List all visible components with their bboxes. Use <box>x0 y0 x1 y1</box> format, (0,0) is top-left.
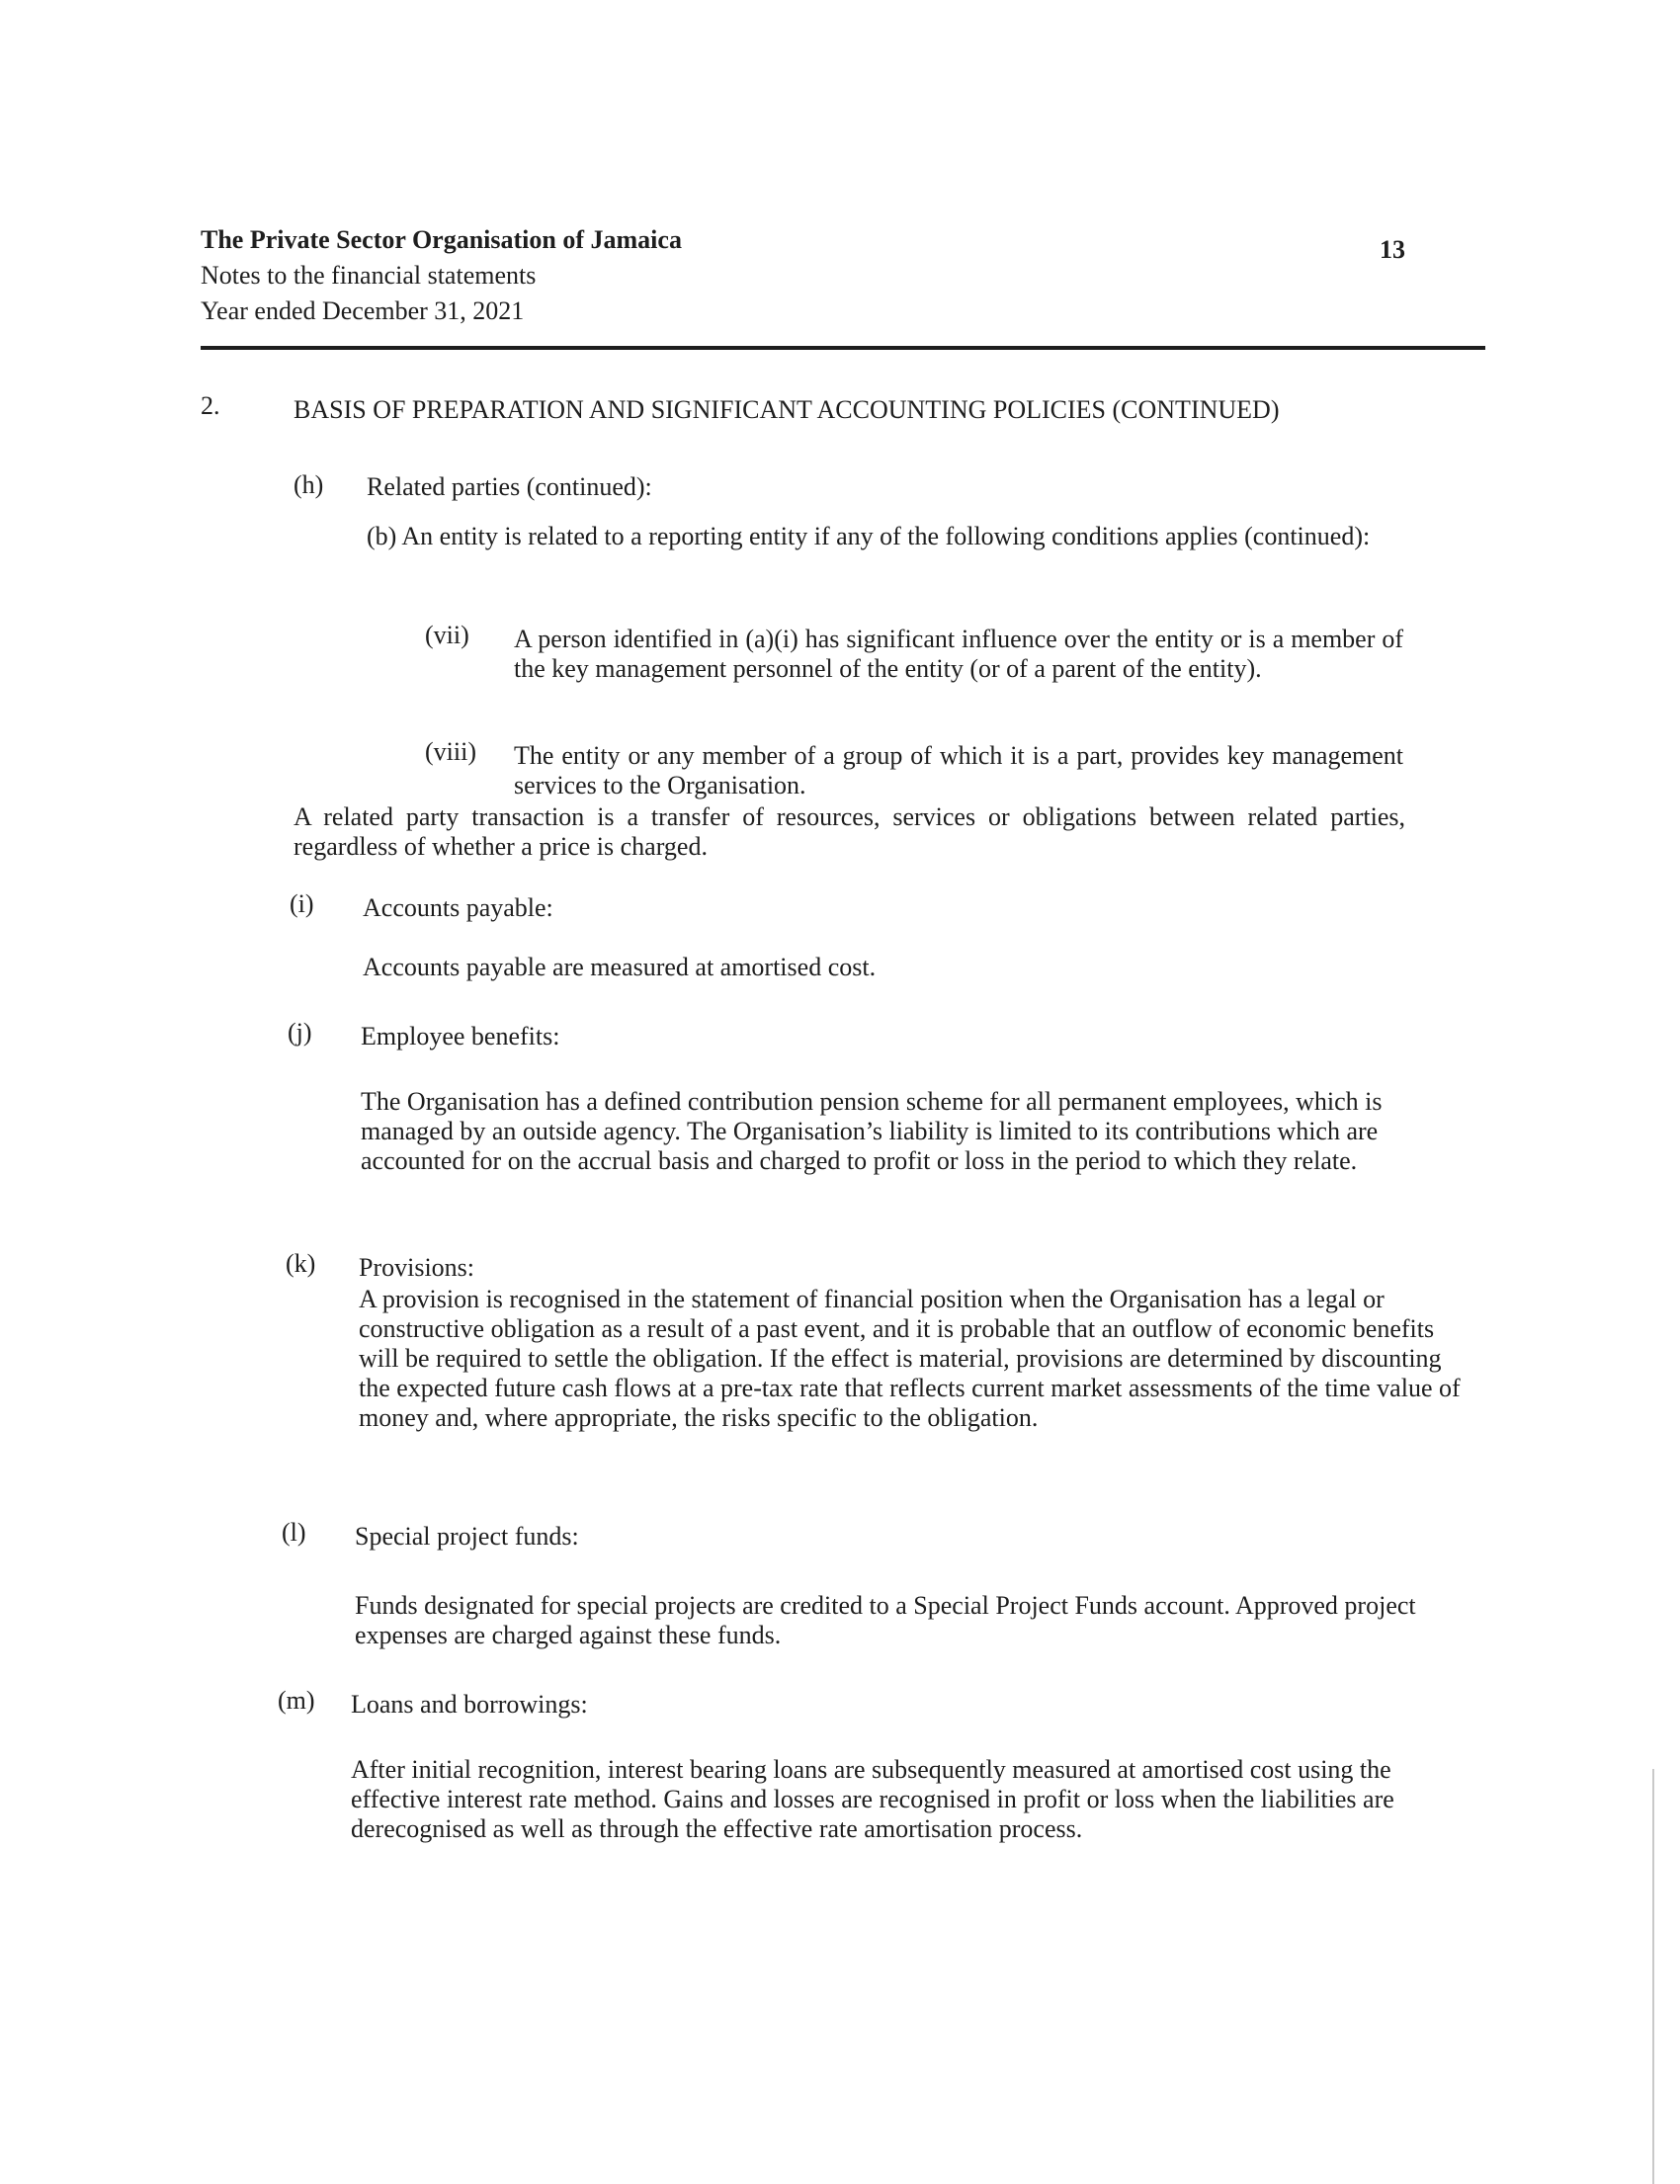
scan-edge-artifact <box>1652 1769 1654 2184</box>
note-i-heading: Accounts payable: <box>363 893 553 922</box>
organisation-name: The Private Sector Organisation of Jamaica <box>201 225 682 254</box>
note-h-heading: Related parties (continued): <box>367 472 652 501</box>
note-l-marker: (l) <box>282 1518 306 1547</box>
note-k-marker: (k) <box>286 1249 316 1278</box>
note-l-text: Funds designated for special projects are credited to a Special Project Funds account. Approved project expenses are charged against these funds. <box>355 1591 1416 1649</box>
note-j-heading: Employee benefits: <box>361 1022 560 1050</box>
note-m-heading: Loans and borrowings: <box>351 1690 588 1719</box>
note-h-closing: A related party transaction is a transfer of resources, services or obligations between related parties, regardless of whether a price is charged. <box>294 802 1405 861</box>
note-i-marker: (i) <box>290 889 314 918</box>
note-m-marker: (m) <box>278 1686 315 1715</box>
note-h-item-viii-text: The entity or any member of a group of which it is a part, provides key management services to the Organisation. <box>514 741 1403 799</box>
note-h-intro: (b) An entity is related to a reporting entity if any of the following conditions applies (continued): <box>367 522 1371 550</box>
note-j-marker: (j) <box>288 1018 312 1047</box>
section-title: BASIS OF PREPARATION AND SIGNIFICANT ACCOUNTING POLICIES (CONTINUED) <box>294 395 1280 424</box>
page-number: 13 <box>1380 235 1405 264</box>
note-k-heading: Provisions: <box>359 1253 475 1282</box>
note-h-item-vii-text: A person identified in (a)(i) has significant influence over the entity or is a member of the key management personnel of the entity (or of a parent of the entity). <box>514 625 1403 683</box>
note-m-text: After initial recognition, interest bearing loans are subsequently measured at amortised cost using the effective interest rate method. Gains and losses are recognised in profit or loss when the liabilities are derecognised as well as through the effective rate amortisation process. <box>351 1755 1394 1843</box>
note-k-text: A provision is recognised in the statement of financial position when the Organisation has a legal or constructive obligation as a result of a past event, and it is probable that an outflow of economic benefits will be required to settle the obligation. If the effect is material, provisions are determined by discounting the expected future cash flows at a pre-tax rate that reflects current market assessments of the time value of money and, where appropriate, the risks specific to the obligation. <box>359 1285 1461 1432</box>
note-h-item-viii-marker: (viii) <box>425 737 476 766</box>
note-i-text: Accounts payable are measured at amortised cost. <box>363 953 877 981</box>
note-l-heading: Special project funds: <box>355 1522 579 1551</box>
note-h-item-vii-marker: (vii) <box>425 621 469 649</box>
section-number: 2. <box>201 391 220 420</box>
header-rule <box>201 346 1485 350</box>
note-j-text: The Organisation has a defined contribution pension scheme for all permanent employees, which is managed by an outside agency. The Organisation’s liability is limited to its contributions which are accounted for on the accrual basis and charged to profit or loss in the period to which they relate. <box>361 1087 1383 1175</box>
document-subtitle: Notes to the financial statements <box>201 261 537 290</box>
reporting-period: Year ended December 31, 2021 <box>201 296 525 325</box>
note-h-marker: (h) <box>294 470 324 499</box>
